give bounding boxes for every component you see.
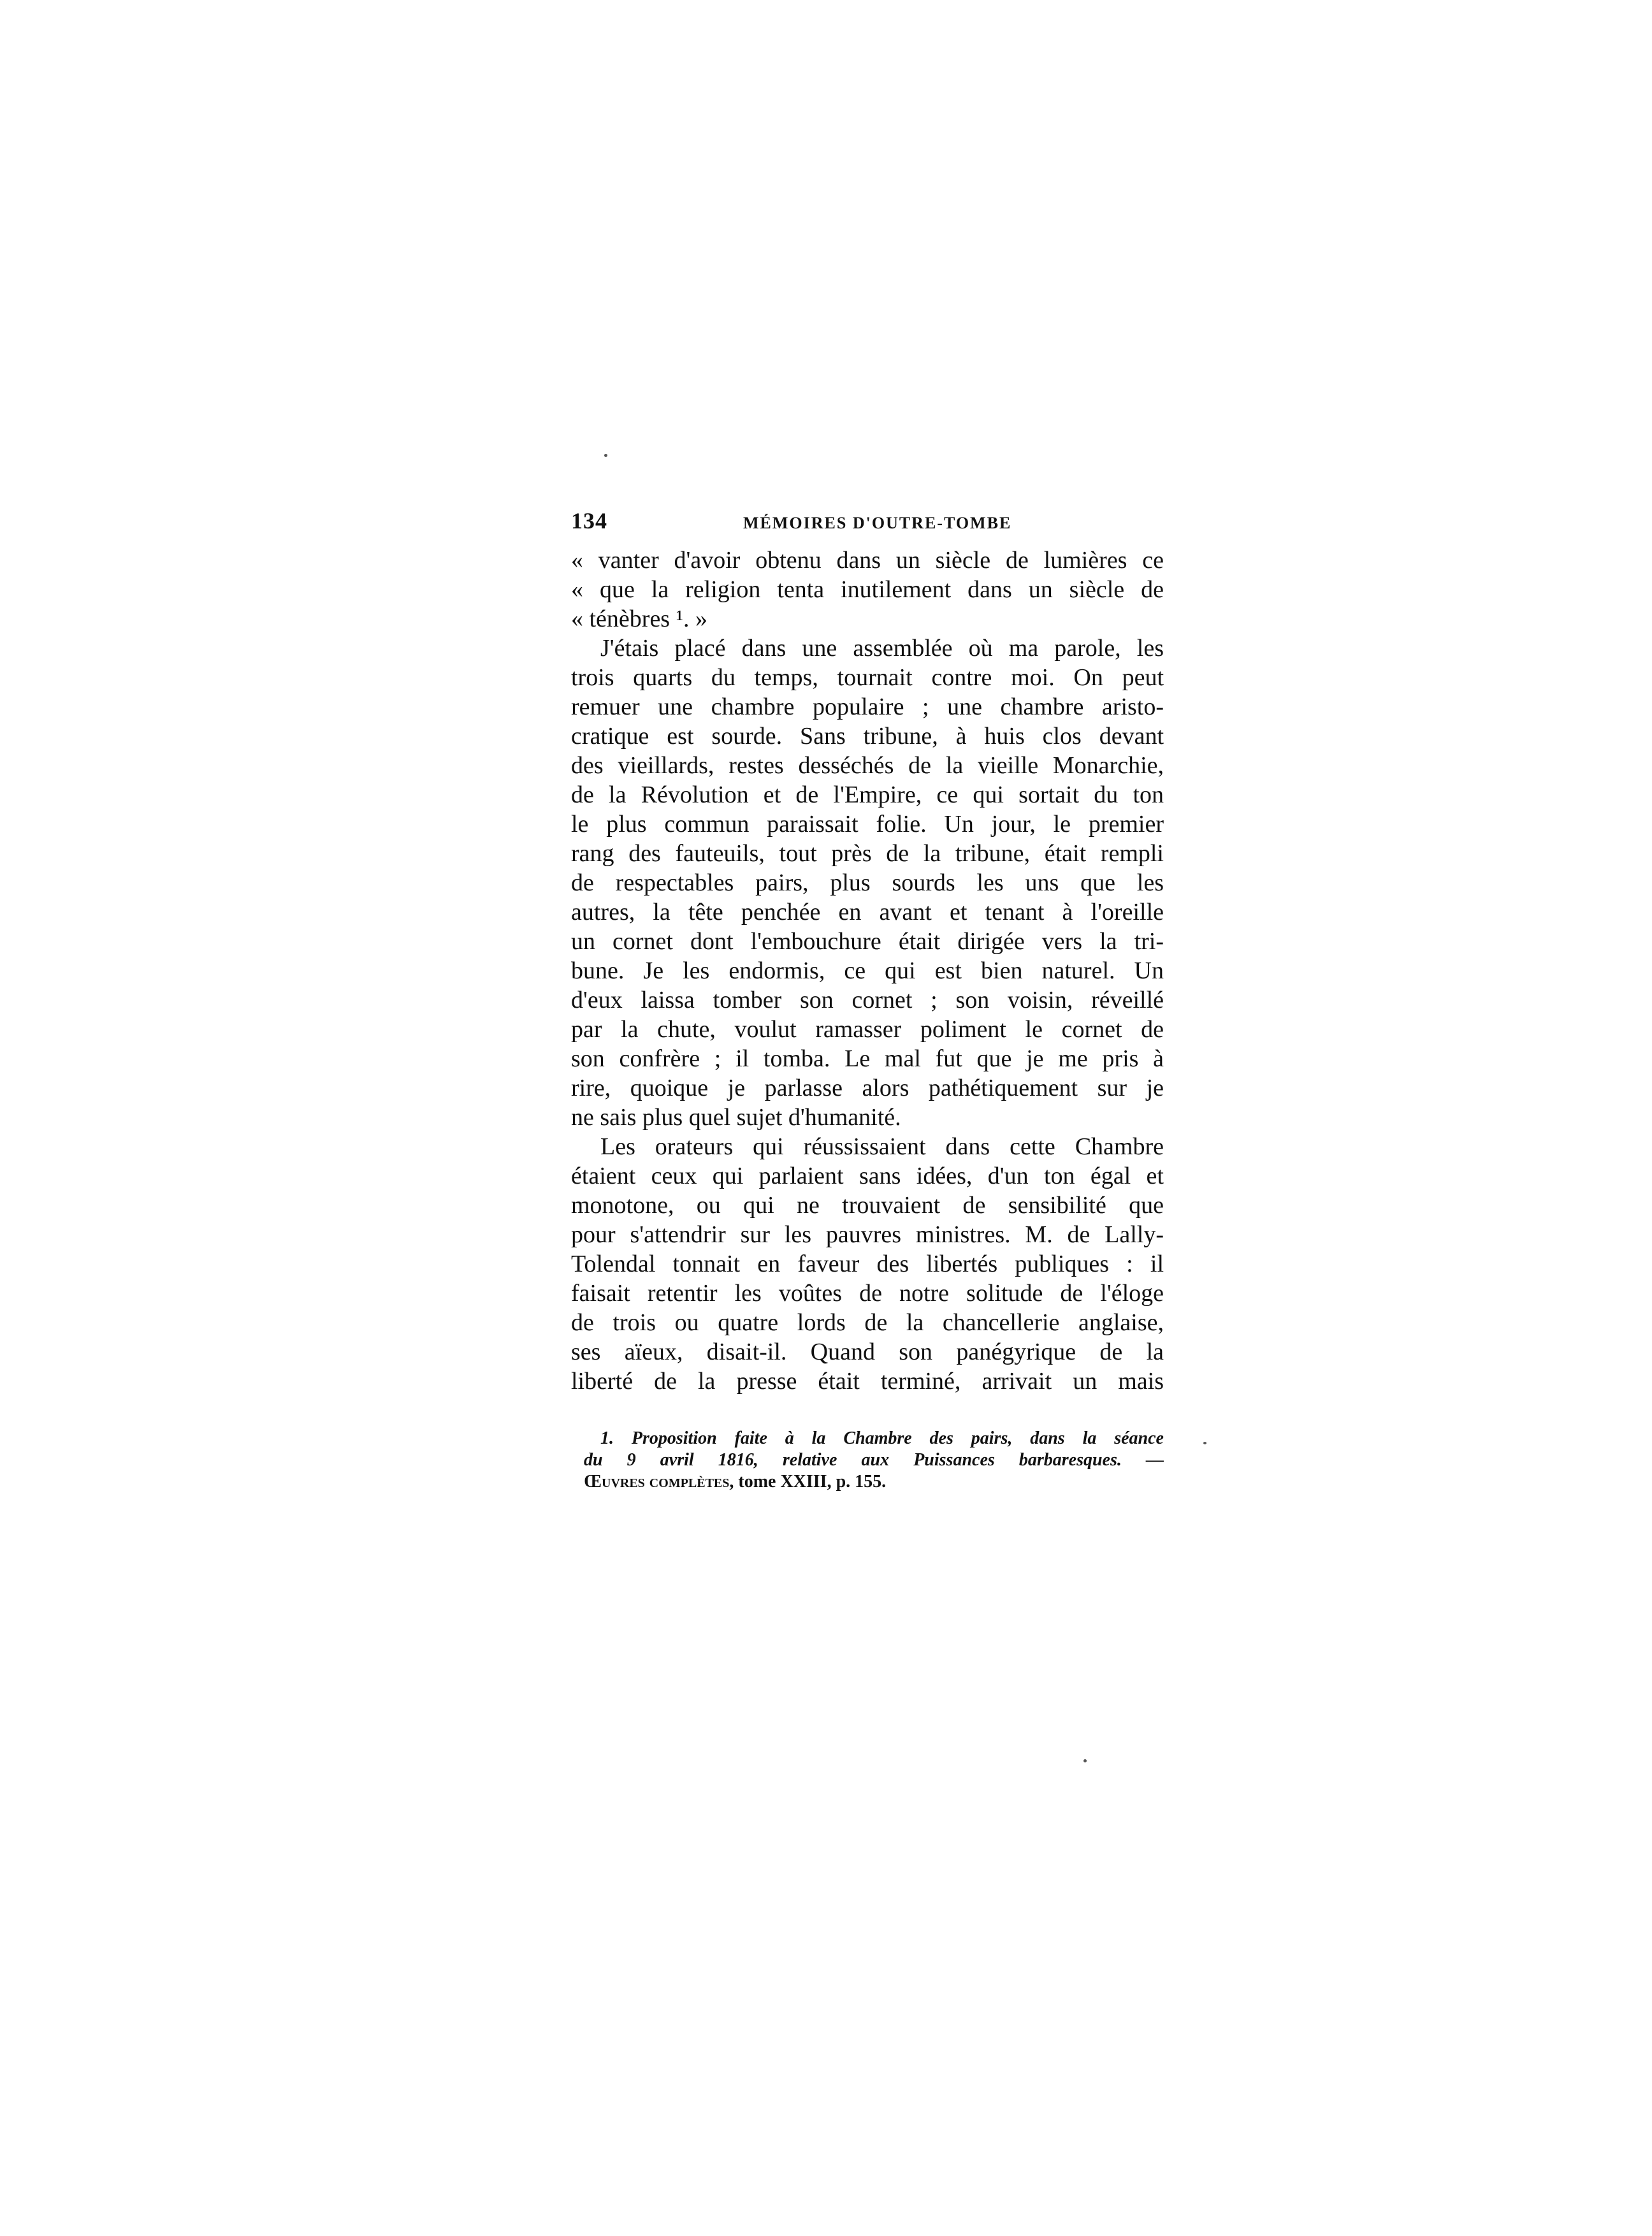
text-line: liberté de la presse était terminé, arrivait un mais [571, 1368, 1164, 1395]
paragraph-first-line: Les orateurs qui réussissaient dans cette Chambre [600, 1133, 1164, 1160]
ink-speck [1083, 1759, 1087, 1762]
text-line: ses aïeux, disait-il. Quand son panégyrique de la [571, 1339, 1164, 1365]
text-line: de la Révolution et de l'Empire, ce qui sortait du ton [571, 781, 1164, 808]
paragraph-first-line: J'étais placé dans une assemblée où ma parole, les [600, 635, 1164, 662]
footnote-line: 1. Proposition faite à la Chambre des pairs, dans la séance [600, 1428, 1164, 1448]
text-line: « ténèbres ¹. » [571, 606, 707, 632]
text-line: remuer une chambre populaire ; une chambre aristo- [571, 693, 1164, 720]
text-line: le plus commun paraissait folie. Un jour, le premier [571, 811, 1164, 838]
main-text-block [571, 507, 1164, 1396]
running-title: MÉMOIRES D'OUTRE-TOMBE [743, 514, 1012, 532]
text-line: trois quarts du temps, tournait contre moi. On peut [571, 664, 1164, 691]
text-line: monotone, ou qui ne trouvaient de sensibilité que [571, 1192, 1164, 1219]
text-line: de trois ou quatre lords de la chancellerie anglaise, [571, 1309, 1164, 1336]
text-line: « que la religion tenta inutilement dans un siècle de [571, 576, 1164, 603]
ink-speck [604, 454, 607, 457]
ink-speck [1203, 1442, 1206, 1444]
text-line: son confrère ; il tomba. Le mal fut que je me pris à [571, 1045, 1164, 1072]
text-line: rang des fauteuils, tout près de la tribune, était rempli [571, 840, 1164, 867]
text-line: « vanter d'avoir obtenu dans un siècle de lumières ce [571, 547, 1164, 574]
text-line: étaient ceux qui parlaient sans idées, d'un ton égal et [571, 1163, 1164, 1189]
text-line: de respectables pairs, plus sourds les uns que les [571, 869, 1164, 896]
text-line: rire, quoique je parlasse alors pathétiquement sur je [571, 1075, 1164, 1101]
text-line: autres, la tête penchée en avant et tenant à l'oreille [571, 899, 1164, 926]
text-line: des vieillards, restes desséchés de la vieille Monarchie, [571, 752, 1164, 779]
text-line: par la chute, voulut ramasser poliment le cornet de [571, 1016, 1164, 1043]
text-line: bune. Je les endormis, ce qui est bien naturel. Un [571, 957, 1164, 984]
text-line: cratique est sourde. Sans tribune, à huis clos devant [571, 723, 1164, 750]
footnote [584, 1428, 1164, 1493]
running-head [571, 507, 1164, 546]
text-line: Tolendal tonnait en faveur des libertés publiques : il [571, 1251, 1164, 1277]
footnote-reference: , tome XXIII, p. 155. [729, 1472, 887, 1492]
text-line: un cornet dont l'embouchure était dirigée vers la tri- [571, 928, 1164, 955]
text-line: ne sais plus quel sujet d'humanité. [571, 1104, 901, 1131]
text-line: faisait retentir les voûtes de notre solitude de l'éloge [571, 1280, 1164, 1307]
footnote-work-title: Œuvres complètes [584, 1472, 730, 1492]
footnote-line: du 9 avril 1816, relative aux Puissances barbaresques. — [584, 1450, 1164, 1470]
page-number: 134 [571, 508, 607, 534]
text-line: d'eux laissa tomber son cornet ; son voisin, réveillé [571, 987, 1164, 1013]
text-line: pour s'attendrir sur les pauvres ministres. M. de Lally- [571, 1221, 1164, 1248]
footnote-line [584, 1471, 1164, 1493]
